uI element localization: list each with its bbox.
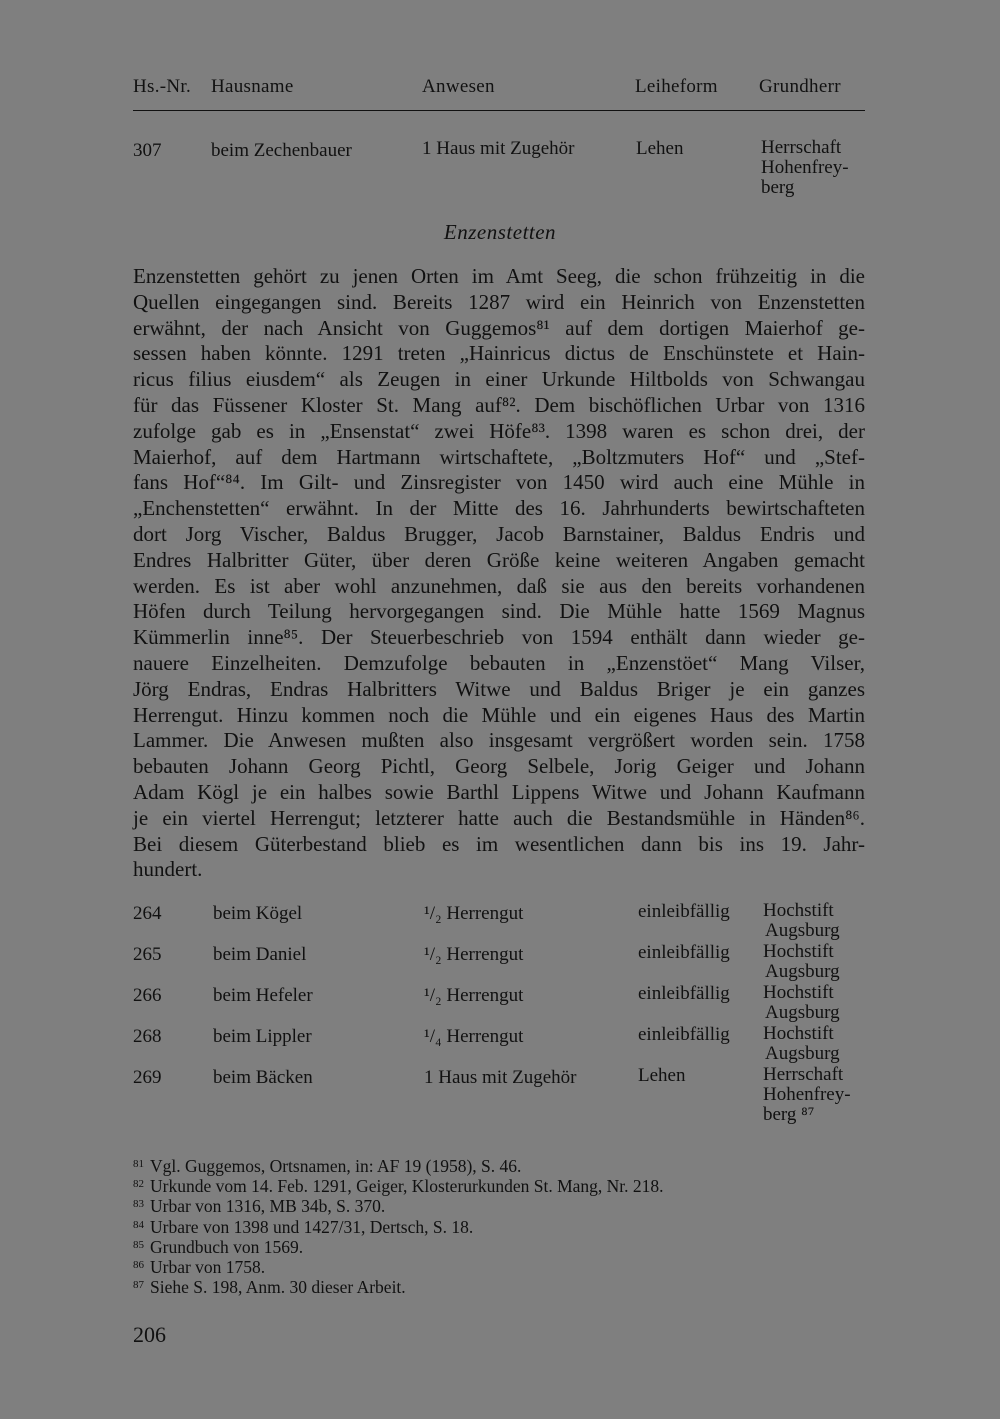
- row-leiheform: einleibfällig: [638, 901, 730, 922]
- row-leiheform: Lehen: [636, 138, 684, 159]
- row-grundherr: [763, 983, 840, 1023]
- grundherr-line: Hochstift: [763, 1023, 834, 1044]
- grundherr-line: Hochstift: [763, 900, 834, 921]
- row-name: beim Bäcken: [213, 1067, 313, 1088]
- paragraph-line: nauere Einzelheiten. Demzufolge bebauten in „Enzenstöet“ Mang Vilser,: [133, 650, 865, 675]
- row-anwesen: ¹/₂ Herrengut: [424, 903, 524, 924]
- grundherr-line: Augsburg: [765, 1043, 840, 1064]
- paragraph-line: Herrengut. Hinzu kommen noch die Mühle und ein eigenes Haus des Martin: [133, 702, 865, 727]
- footnote-text: Grundbuch von 1569.: [150, 1236, 304, 1257]
- footnote: [133, 1235, 303, 1257]
- header-rule: [133, 110, 865, 111]
- row-name: beim Kögel: [213, 903, 303, 924]
- grundherr-line: berg: [761, 177, 795, 198]
- grundherr-line: Hochstift: [763, 941, 834, 962]
- paragraph-line: Endres Halbritter Güter, über deren Größe keine weiteren Angaben gemacht: [133, 547, 865, 572]
- footnote: [133, 1255, 265, 1277]
- row-name: beim Hefeler: [213, 985, 313, 1006]
- footnote: [133, 1174, 664, 1196]
- paragraph-line: für das Füssener Kloster St. Mang auf⁸². Dem bischöflichen Urbar von 1316: [133, 392, 865, 417]
- row-leiheform: einleibfällig: [638, 1024, 730, 1045]
- footnote-number: 86: [133, 1259, 144, 1271]
- paragraph-line: bebauten Johann Georg Pichtl, Georg Selbele, Jorig Geiger und Johann: [133, 754, 865, 779]
- row-grundherr: [761, 138, 849, 198]
- main-paragraph: [133, 264, 865, 883]
- row-leiheform: einleibfällig: [638, 983, 730, 1004]
- row-nr: 265: [133, 944, 162, 965]
- grundherr-line: Hohenfrey-: [761, 157, 849, 178]
- grundherr-line: berg ⁸⁷: [763, 1104, 815, 1125]
- footnote-text: Urbar von 1316, MB 34b, S. 370.: [150, 1196, 386, 1217]
- paragraph-line: „Enchenstetten“ erwähnt. In der Mitte des 16. Jahrhunderts bewirtschafteten: [133, 496, 865, 521]
- row-anwesen: 1 Haus mit Zugehör: [424, 1067, 577, 1088]
- row-grundherr: [763, 1065, 851, 1125]
- paragraph-line: Lammer. Die Anwesen mußten also insgesamt vergrößert worden sein. 1758: [133, 728, 865, 753]
- paragraph-line: Kümmerlin inne⁸⁵. Der Steuerbeschrieb von 1594 enthält dann wieder ge-: [133, 625, 865, 650]
- grundherr-line: Herrschaft: [763, 1064, 844, 1085]
- footnote: [133, 1215, 473, 1237]
- footnote-number: 83: [133, 1198, 144, 1211]
- footnote-text: Urbar von 1758.: [150, 1257, 266, 1277]
- row-anwesen: ¹/₂ Herrengut: [424, 944, 524, 965]
- header-grundherr: Grundherr: [759, 76, 841, 97]
- footnote: [133, 1194, 385, 1216]
- paragraph-line: Maierhof, auf dem Hartmann wirtschaftete, „Boltzmuters Hof“ und „Stef-: [133, 444, 865, 469]
- grundherr-line: Augsburg: [765, 920, 840, 941]
- paragraph-line: Quellen eingegangen sind. Bereits 1287 wird ein Heinrich von Enzenstetten: [133, 289, 865, 314]
- row-grundherr: [763, 901, 840, 941]
- paragraph-line: Jörg Endras, Endras Halbritters Witwe und Baldus Briger je ein ganzes: [133, 676, 865, 701]
- row-anwesen: ¹/₄ Herrengut: [424, 1026, 524, 1047]
- row-nr: 268: [133, 1026, 162, 1047]
- grundherr-line: Hohenfrey-: [763, 1084, 851, 1105]
- row-name: beim Zechenbauer: [211, 140, 352, 161]
- footnote-text: Urbare von 1398 und 1427/31, Dertsch, S. 18.: [150, 1216, 474, 1237]
- paragraph-line: fans Hof“⁸⁴. Im Gilt- und Zinsregister von 1450 wird auch eine Mühle in: [133, 470, 865, 495]
- footnote: [133, 1275, 406, 1297]
- footnote-number: 84: [133, 1218, 144, 1231]
- footnote-text: Vgl. Guggemos, Ortsnamen, in: AF 19 (1958), S. 46.: [150, 1156, 522, 1176]
- footnote-number: 81: [133, 1158, 144, 1170]
- row-nr: 266: [133, 985, 162, 1006]
- footnote-number: 82: [133, 1178, 144, 1191]
- row-anwesen: 1 Haus mit Zugehör: [422, 138, 575, 159]
- page-number: 206: [133, 1322, 166, 1347]
- grundherr-line: Herrschaft: [761, 137, 842, 158]
- row-anwesen: ¹/₂ Herrengut: [424, 985, 524, 1006]
- footnote: [133, 1154, 521, 1176]
- paragraph-line: erwähnt, der nach Ansicht von Guggemos⁸¹ auf dem dortigen Maierhof ge-: [133, 315, 865, 340]
- row-name: beim Lippler: [213, 1026, 312, 1047]
- header-hausname: Hausname: [211, 76, 294, 97]
- grundherr-line: Augsburg: [765, 1002, 840, 1023]
- footnote-text: Siehe S. 198, Anm. 30 dieser Arbeit.: [150, 1277, 406, 1298]
- paragraph-line: dort Jorg Vischer, Baldus Brugger, Jacob Barnstainer, Baldus Endris und: [133, 521, 865, 546]
- grundherr-line: Hochstift: [763, 982, 834, 1003]
- footnote-number: 87: [133, 1279, 144, 1292]
- header-leiheform: Leiheform: [635, 76, 718, 97]
- row-name: beim Daniel: [213, 944, 307, 965]
- grundherr-line: Augsburg: [765, 961, 840, 982]
- row-leiheform: Lehen: [638, 1065, 686, 1086]
- footnote-text: Urkunde vom 14. Feb. 1291, Geiger, Klosterurkunden St. Mang, Nr. 218.: [150, 1176, 664, 1197]
- paragraph-line: sessen haben könnte. 1291 treten „Hainricus dictus de Enschünstete et Hain-: [133, 341, 865, 366]
- paragraph-line: Adam Kögl je ein halbes sowie Barthl Lippens Witwe und Johann Kaufmann: [133, 779, 865, 804]
- paragraph-line: werden. Es ist aber wohl anzunehmen, daß sie aus den bereits vorhandenen: [133, 573, 865, 598]
- row-leiheform: einleibfällig: [638, 942, 730, 963]
- row-nr: 269: [133, 1067, 162, 1088]
- row-grundherr: [763, 1024, 840, 1064]
- paragraph-line: Enzenstetten gehört zu jenen Orten im Amt Seeg, die schon frühzeitig in die: [133, 264, 865, 288]
- header-anwesen: Anwesen: [422, 76, 495, 97]
- paragraph-line: hundert.: [133, 857, 203, 882]
- paragraph-line: Bei diesem Güterbestand blieb es im wesentlichen dann bis ins 19. Jahr-: [133, 831, 865, 856]
- paragraph-line: zufolge gab es in „Ensenstat“ zwei Höfe⁸³. 1398 waren es schon drei, der: [133, 418, 865, 443]
- paragraph-line: je ein viertel Herrengut; letzterer hatte auch die Bestandsmühle in Händen⁸⁶.: [133, 805, 865, 830]
- row-grundherr: [763, 942, 840, 982]
- row-nr: 264: [133, 903, 162, 924]
- paragraph-line: Höfen durch Teilung hervorgegangen sind. Die Mühle hatte 1569 Magnus: [133, 599, 865, 624]
- footnote-number: 85: [133, 1238, 144, 1251]
- header-nr: Hs.-Nr.: [133, 76, 192, 97]
- row-nr: 307: [133, 140, 162, 161]
- section-title: Enzenstetten: [443, 220, 557, 244]
- paragraph-line: ricus filius eiusdem“ als Zeugen in einer Urkunde Hiltbolds von Schwangau: [133, 367, 865, 392]
